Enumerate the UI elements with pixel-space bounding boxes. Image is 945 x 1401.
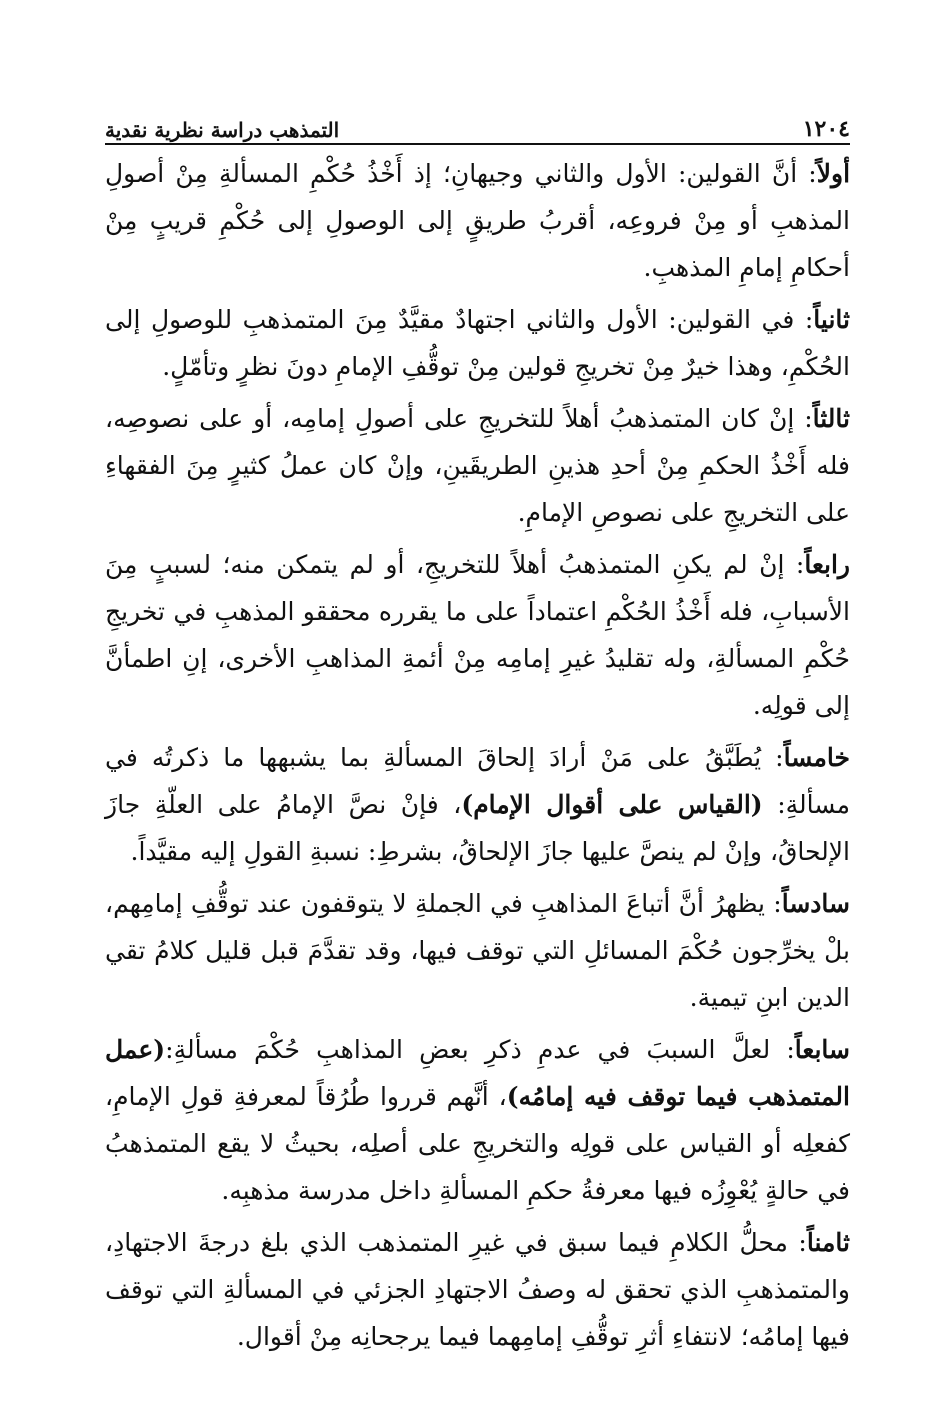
paragraph-fifth xyxy=(105,734,850,875)
paragraph-eighth xyxy=(105,1219,850,1360)
paragraph-text: : محلُّ الكلامِ فيما سبق في غيرِ المتمذهب الذي بلغ درجةَ الاجتهادِ، والمتمذهبِ الذي تحقق له وصفُ الاجتهادِ الجزئي في المسألةِ التي توقف فيها إمامُه؛ لانتفاءِ أثرِ توقُّفِ إمامِهما فيما يرجحانِه مِنْ أقوال. xyxy=(105,1228,850,1351)
paragraph-text: ، فإنْ نصَّ الإمامُ على العلّةِ جازَ الإلحاقُ، وإنْ لم ينصَّ عليها جازَ الإلحاقُ، بشرطِ: نسبةِ القولِ إليه مقيَّداً. xyxy=(105,790,850,866)
paragraph-text: : يظهرُ أنَّ أتباعَ المذاهبِ في الجملةِ لا يتوقفون عند توقُّفِ إمامِهم، بلْ يخرِّجون حُكْمَ المسائلِ التي توقف فيها، وقد تقدَّمَ قبل قليل كلامُ تقي الدين ابنِ تيمية. xyxy=(105,889,850,1012)
paragraph-sixth xyxy=(105,880,850,1021)
paragraph-text: : إنْ كان المتمذهبُ أهلاً للتخريجِ على أصولِ إمامِه، أو على نصوصِه، فله أَخْذُ الحكمِ مِنْ أحدِ هذينِ الطريقَينِ، وإنْ كان عملُ كثيرٍ مِنَ الفقهاءِ على التخريجِ على نصوصِ الإمامِ. xyxy=(105,404,850,527)
paragraph-lead: سادساً xyxy=(781,889,850,918)
paragraph-text: : إنْ لم يكنِ المتمذهبُ أهلاً للتخريجِ، أو لم يتمكن منه؛ لسببٍ مِنَ الأسبابِ، فله أَخْذُ الحُكْمِ اعتماداً على ما يقرره محققو المذهبِ في تخريجِ حُكْمِ المسألةِ، وله تقليدُ غيرِ إمامِه مِنْ أئمةِ المذاهبِ الأخرى، إنِ اطمأنَّ إلى قولِه. xyxy=(105,550,850,720)
paragraph-second xyxy=(105,296,850,390)
paragraph-lead: ثامناً xyxy=(806,1228,850,1257)
page-header xyxy=(105,108,850,142)
paragraph-text: : في القولين: الأول والثاني اجتهادٌ مقيَّدٌ مِنَ المتمذهبِ للوصولِ إلى الحُكْمِ، وهذا خيرٌ مِنْ تخريجِ قولين مِنْ توقُّفِ الإمامِ دونَ نظرٍ وتأمّلٍ. xyxy=(105,305,850,381)
paragraph-text: : أنَّ القولين: الأول والثاني وجيهانِ؛ إذ أَخْذُ حُكْمِ المسألةِ مِنْ أصولِ المذهبِ أو مِنْ فروعِه، أقربُ طريقٍ إلى الوصولِ إلى حُكْمِ قريبٍ مِنْ أحكامِ إمامِ المذهبِ. xyxy=(105,159,850,282)
paragraph-first xyxy=(105,150,850,291)
paragraph-lead: ثانياً xyxy=(813,305,850,334)
cited-issue-title: (القياس على أقوال الإمام) xyxy=(461,790,763,819)
running-title: التمذهب دراسة نظرية نقدية xyxy=(105,118,340,142)
paragraph-lead: خامساً xyxy=(783,743,850,772)
paragraph-lead: أولاً xyxy=(816,159,851,188)
header-rule xyxy=(105,143,850,145)
paragraph-lead: ثالثاً xyxy=(812,404,850,433)
paragraph-text: : يُطَبَّقُ على مَنْ أرادَ إلحاقَ المسألةِ بما يشبهها ما ذكرتُه في مسألةِ: xyxy=(105,743,850,819)
page-body xyxy=(105,150,850,1365)
paragraph-fourth xyxy=(105,541,850,729)
paragraph-seventh xyxy=(105,1026,850,1214)
paragraph-third xyxy=(105,395,850,536)
page-number: ١٢٠٤ xyxy=(802,116,850,142)
cited-issue-title: (عمل المتمذهب فيما توقف فيه إمامُه) xyxy=(105,1035,850,1111)
paragraph-lead: سابعاً xyxy=(794,1035,850,1064)
paragraph-lead: رابعاً xyxy=(804,550,850,579)
paragraph-text: ، أنَّهم قرروا طُرُقاً لمعرفةِ قولِ الإمامِ، كفعلِه أو القياس على قولِه والتخريجِ على أصلِه، بحيثُ لا يقع المتمذهبُ في حالةٍ يُعْوِزُه فيها معرفةُ حكمِ المسألةِ داخل مدرسة مذهبِه. xyxy=(105,1082,850,1205)
paragraph-text: : لعلَّ السببَ في عدمِ ذكرِ بعضِ المذاهبِ حُكْمَ مسألةِ: xyxy=(165,1035,795,1064)
